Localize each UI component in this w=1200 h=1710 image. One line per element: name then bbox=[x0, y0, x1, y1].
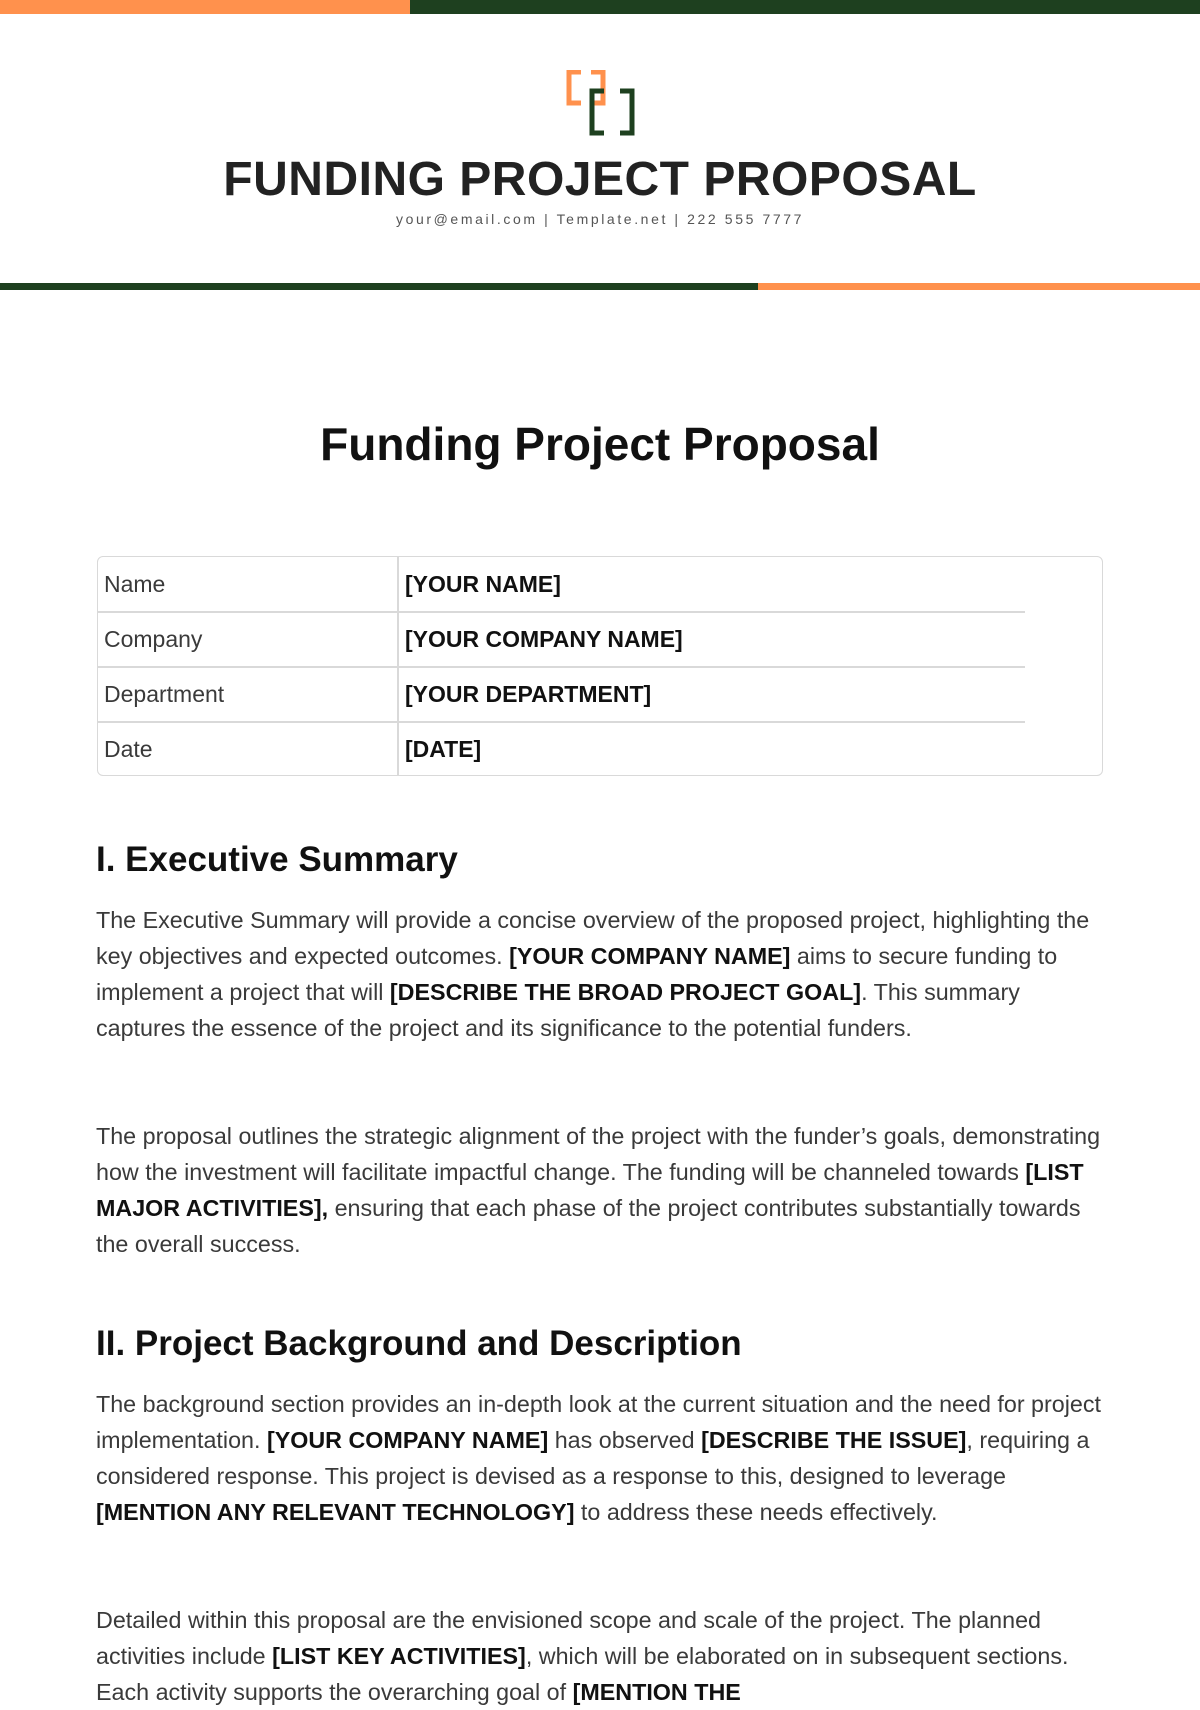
paragraph: Detailed within this proposal are the envisioned scope and scale of the project. The planned activities include [LIST KEY ACTIVITIES], which will be elaborated on in subsequent sections. Each activity supports the overarching goal of [MENTION THE bbox=[96, 1607, 1069, 1705]
divider-green-segment bbox=[0, 283, 758, 290]
section-heading-project-background: II. Project Background and Description bbox=[96, 1324, 742, 1363]
row-label: Company bbox=[104, 626, 203, 652]
top-accent-bar bbox=[0, 0, 1200, 14]
paragraph: The background section provides an in-depth look at the current situation and the need for project implementation. [YOUR COMPANY NAME] has observed [DESCRIBE THE ISSUE], requiring a considered response. This project is devised as a response to this, designed to leverage [MENTION ANY RELEVANT TECHNOLOGY] to address these needs effectively. bbox=[96, 1391, 1101, 1525]
top-bar-orange-segment bbox=[0, 0, 410, 14]
placeholder-field: [YOUR COMPANY NAME] bbox=[509, 943, 791, 969]
placeholder-field: [MENTION THE bbox=[572, 1679, 741, 1705]
placeholder-field: [LIST MAJOR ACTIVITIES], bbox=[96, 1159, 1084, 1221]
row-label: Date bbox=[104, 736, 153, 762]
section-heading-executive-summary: I. Executive Summary bbox=[96, 840, 458, 879]
brand-title: FUNDING PROJECT PROPOSAL bbox=[223, 153, 977, 206]
interlocking-brackets-logo-icon bbox=[566, 70, 636, 136]
divider-orange-segment bbox=[758, 283, 1200, 290]
table-row bbox=[98, 557, 1102, 612]
placeholder-field: [MENTION ANY RELEVANT TECHNOLOGY] bbox=[96, 1499, 575, 1525]
row-label: Name bbox=[104, 571, 166, 597]
paragraph: The Executive Summary will provide a concise overview of the proposed project, highlighting the key objectives and expected outcomes. [YOUR COMPANY NAME] aims to secure funding to implement a project that will [DESCRIBE THE BROAD PROJECT GOAL]. This summary captures the essence of the project and its significance to the potential funders. bbox=[96, 907, 1090, 1041]
row-value: [DATE] bbox=[405, 736, 482, 762]
paragraph: The proposal outlines the strategic alignment of the project with the funder’s goals, demonstrating how the investment will facilitate impactful change. The funding will be channeled towards [LIST MAJOR ACTIVITIES], ensuring that each phase of the project contributes substantially towards the overall success. bbox=[96, 1123, 1101, 1257]
row-value: [YOUR NAME] bbox=[405, 571, 561, 597]
placeholder-field: [DESCRIBE THE BROAD PROJECT GOAL] bbox=[389, 979, 862, 1005]
header-divider-bar bbox=[0, 283, 1200, 290]
row-value: [YOUR DEPARTMENT] bbox=[405, 681, 652, 707]
table-row bbox=[98, 722, 1102, 777]
top-bar-green-segment bbox=[410, 0, 1200, 14]
row-value: [YOUR COMPANY NAME] bbox=[405, 626, 683, 652]
document-title: Funding Project Proposal bbox=[320, 418, 880, 470]
table-row bbox=[98, 612, 1102, 667]
placeholder-field: [LIST KEY ACTIVITIES] bbox=[272, 1643, 526, 1669]
row-label: Department bbox=[104, 681, 225, 707]
placeholder-field: [DESCRIBE THE ISSUE] bbox=[701, 1427, 967, 1453]
info-table bbox=[97, 556, 1103, 776]
contact-line: your@email.com | Template.net | 222 555 7777 bbox=[395, 211, 805, 227]
placeholder-field: [YOUR COMPANY NAME] bbox=[266, 1427, 549, 1453]
table-row bbox=[98, 667, 1102, 722]
